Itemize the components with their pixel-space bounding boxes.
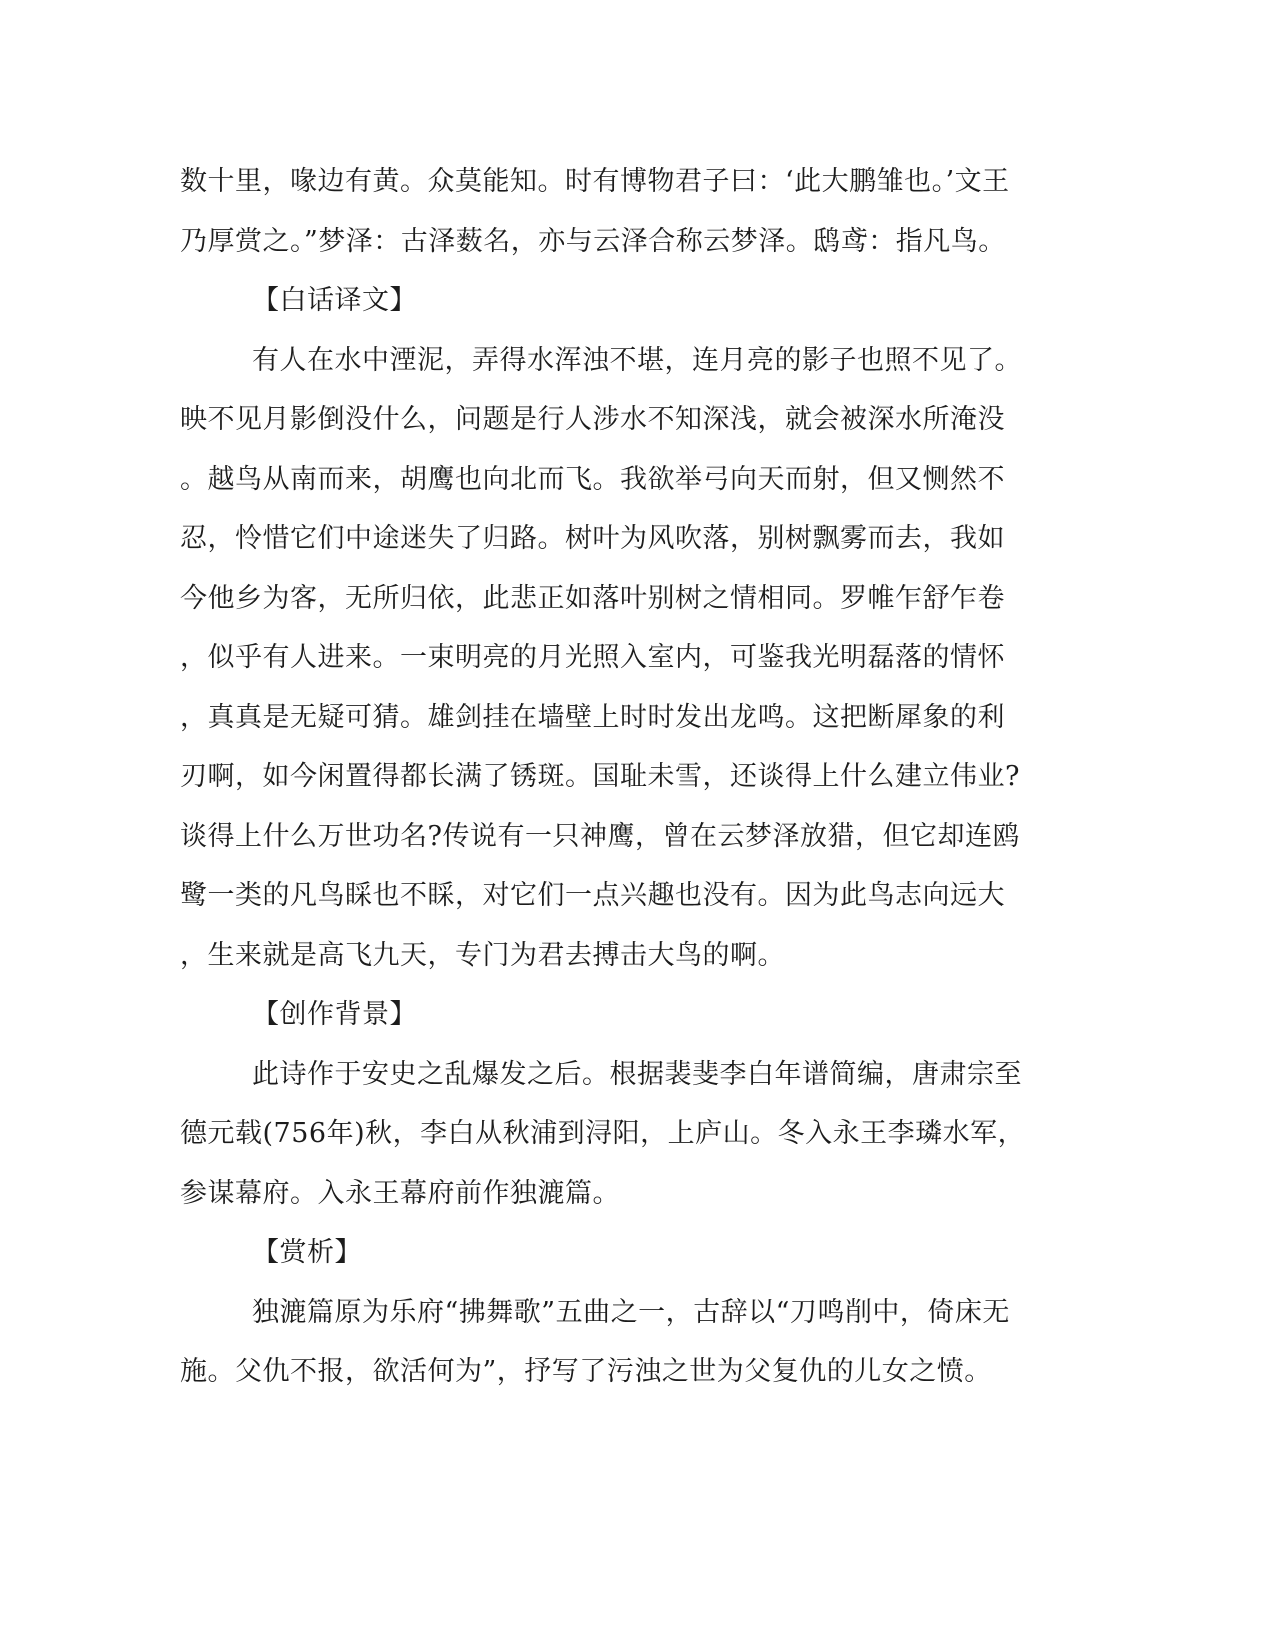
paragraph-first-line: 独漉篇原为乐府“拂舞歌”五曲之一，古辞以“刀鸣削中，倚床无: [252, 1296, 1010, 1328]
annotation-text-line: 乃厚赏之。”梦泽：古泽薮名，亦与云泽合称云梦泽。鸱鸢：指凡鸟。: [180, 225, 1006, 257]
section-heading-background: 【创作背景】: [252, 999, 417, 1030]
paragraph-line: ，生来就是高飞九天，专门为君去搏击大鸟的啊。: [180, 939, 785, 971]
paragraph-line: ，真真是无疑可猜。雄剑挂在墙壁上时时发出龙鸣。这把断犀象的利: [180, 701, 1005, 733]
section-heading-appreciation: 【赏析】: [252, 1237, 362, 1268]
paragraph-line: 参谋幕府。入永王幕府前作独漉篇。: [180, 1177, 620, 1209]
section-heading-translation: 【白话译文】: [252, 285, 417, 316]
paragraph-line: 德元载(756年)秋，李白从秋浦到浔阳，上庐山。冬入永王李璘水军，: [180, 1118, 1026, 1149]
paragraph-line: 。越鸟从南而来，胡鹰也向北而飞。我欲举弓向天而射，但又恻然不: [180, 463, 1005, 495]
paragraph-line: ，似乎有人进来。一束明亮的月光照入室内，可鉴我光明磊落的情怀: [180, 642, 1005, 673]
paragraph-first-line: 此诗作于安史之乱爆发之后。根据裴斐李白年谱简编，唐肃宗至: [252, 1058, 1022, 1090]
annotation-text-line: 数十里，喙边有黄。众莫能知。时有博物君子曰：‘此大鹏雏也。’文王: [180, 166, 1010, 197]
paragraph-first-line: 有人在水中湮泥，弄得水浑浊不堪，连月亮的影子也照不见了。: [252, 344, 1022, 376]
paragraph-line: 鹭一类的凡鸟睬也不睬，对它们一点兴趣也没有。因为此鸟志向远大: [180, 880, 1005, 911]
paragraph-line: 映不见月影倒没什么，问题是行人涉水不知深浅，就会被深水所淹没: [180, 404, 1005, 435]
paragraph-line: 谈得上什么万世功名?传说有一只神鹰，曾在云梦泽放猎，但它却连鸥: [180, 820, 1020, 852]
paragraph-line: 忍，怜惜它们中途迷失了归路。树叶为风吹落，别树飘雾而去，我如: [180, 523, 1005, 554]
paragraph-line: 刃啊，如今闲置得都长满了锈斑。国耻未雪，还谈得上什么建立伟业?: [180, 761, 1020, 792]
paragraph-line: 施。父仇不报，欲活何为”，抒写了污浊之世为父复仇的儿女之愤。: [180, 1356, 992, 1387]
paragraph-line: 今他乡为客，无所归依，此悲正如落叶别树之情相同。罗帷乍舒乍卷: [180, 582, 1005, 614]
document-body: [180, 152, 1040, 1402]
